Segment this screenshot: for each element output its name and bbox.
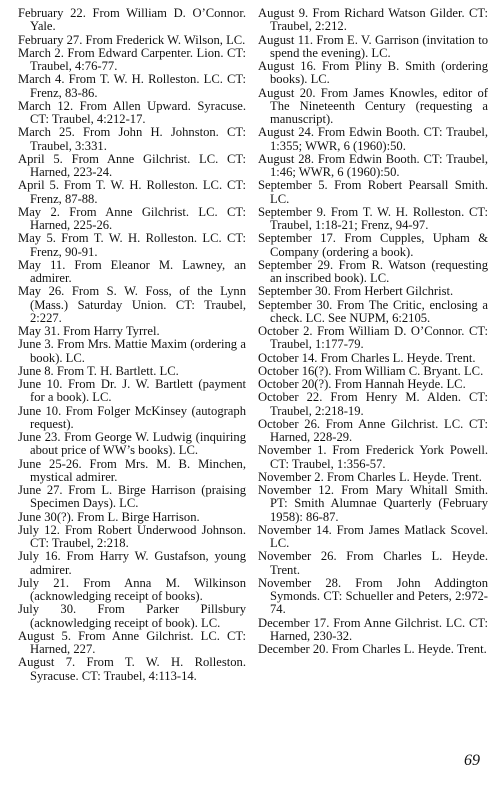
- list-item: December 17. From Anne Gilchrist. LC. CT: Harned, 230-32.: [258, 615, 488, 643]
- list-item: May 31. From Harry Tyrrel.: [18, 324, 160, 338]
- list-item: May 26. From S. W. Foss, of the Lynn (Mass.) Saturday Union. CT: Traubel, 2:227.: [18, 284, 246, 325]
- list-item: June 8. From T. H. Bartlett. LC.: [18, 363, 179, 378]
- list-item: May 11. From Eleanor M. Lawney, an admirer.: [18, 257, 246, 285]
- list-item: March 12. From Allen Upward. Syracuse. CT: Traubel, 4:212-17.: [18, 98, 246, 126]
- list-item: December 20. From Charles L. Heyde. Trent.: [258, 642, 487, 656]
- list-item: June 10. From Dr. J. W. Bartlett (payment for a book). LC.: [18, 377, 246, 405]
- list-item: June 25-26. From Mrs. M. B. Minchen, mystical admirer.: [18, 456, 246, 484]
- list-item: March 4. From T. W. H. Rolleston. LC. CT: Frenz, 83-86.: [18, 72, 246, 100]
- list-item: June 30(?). From L. Birge Harrison.: [18, 509, 200, 524]
- right-column: [258, 7, 488, 656]
- list-item: November 28. From John Addington Symonds. CT: Schueller and Peters, 2:972-74.: [258, 575, 488, 617]
- page-number: 69: [464, 752, 480, 769]
- list-item: October 14. From Charles L. Heyde. Trent.: [258, 350, 476, 365]
- list-item: June 27. From L. Birge Harrison (praising Specimen Days). LC.: [18, 483, 246, 511]
- list-item: August 9. From Richard Watson Gilder. CT: Traubel, 2:212.: [258, 6, 488, 34]
- list-item: October 26. From Anne Gilchrist. LC. CT: Harned, 228-29.: [258, 416, 488, 444]
- list-item: September 30. From The Critic, enclosing a check. LC. See NUPM, 6:2105.: [258, 297, 488, 325]
- list-item: May 2. From Anne Gilchrist. LC. CT: Harned, 225-26.: [18, 204, 246, 232]
- list-item: February 22. From William D. O’Connor. Yale.: [18, 6, 246, 34]
- list-item: August 7. From T. W. H. Rolleston. Syracuse. CT: Traubel, 4:113-14.: [18, 655, 246, 683]
- list-item: July 21. From Anna M. Wilkinson (acknowledging receipt of books).: [18, 575, 246, 603]
- list-item: August 16. From Pliny B. Smith (ordering books). LC.: [258, 59, 488, 87]
- list-item: October 2. From William D. O’Connor. CT: Traubel, 1:177-79.: [258, 324, 488, 352]
- list-item: February 27. From Frederick W. Wilson, LC.: [18, 32, 246, 47]
- list-item: July 30. From Parker Pillsbury (acknowledging receipt of book). LC.: [18, 602, 246, 630]
- list-item: July 16. From Harry W. Gustafson, young admirer.: [18, 549, 246, 577]
- list-item: August 20. From James Knowles, editor of The Nineteenth Century (requesting a manuscript).: [258, 85, 488, 126]
- list-item: November 1. From Frederick York Powell. CT: Traubel, 1:356-57.: [258, 443, 488, 471]
- list-item: August 11. From E. V. Garrison (invitation to spend the evening). LC.: [258, 32, 488, 60]
- list-item: June 3. From Mrs. Mattie Maxim (ordering a book). LC.: [18, 337, 246, 365]
- list-item: October 22. From Henry M. Alden. CT: Traubel, 2:218-19.: [258, 390, 488, 418]
- list-item: September 9. From T. W. H. Rolleston. CT: Traubel, 1:18-21; Frenz, 94-97.: [258, 204, 488, 232]
- list-item: November 2. From Charles L. Heyde. Trent.: [258, 469, 482, 484]
- list-item: September 17. From Cupples, Upham & Company (ordering a book).: [258, 231, 488, 259]
- list-item: September 30. From Herbert Gilchrist.: [258, 284, 454, 299]
- list-item: April 5. From Anne Gilchrist. LC. CT: Harned, 223-24.: [18, 151, 246, 179]
- list-item: June 10. From Folger McKinsey (autograph request).: [18, 403, 246, 431]
- list-item: August 28. From Edwin Booth. CT: Traubel, 1:46; WWR, 6 (1960):50.: [258, 151, 488, 179]
- list-item: June 23. From George W. Ludwig (inquiring about price of WW’s books). LC.: [18, 430, 246, 458]
- list-item: November 14. From James Matlack Scovel. LC.: [258, 522, 488, 550]
- list-item: March 2. From Edward Carpenter. Lion. CT: Traubel, 4:76-77.: [18, 45, 246, 73]
- list-item: April 5. From T. W. H. Rolleston. LC. CT: Frenz, 87-88.: [18, 178, 246, 206]
- list-item: March 25. From John H. Johnston. CT: Traubel, 3:331.: [18, 125, 246, 153]
- list-item: August 5. From Anne Gilchrist. LC. CT: Harned, 227.: [18, 628, 246, 656]
- list-item: August 24. From Edwin Booth. CT: Traubel, 1:355; WWR, 6 (1960):50.: [258, 125, 488, 153]
- list-item: November 12. From Mary Whitall Smith. PT: Smith Alumnae Quarterly (February 1958): 86-87.: [258, 483, 488, 524]
- list-item: July 12. From Robert Underwood Johnson. CT: Traubel, 2:218.: [18, 522, 246, 550]
- list-item: November 26. From Charles L. Heyde. Trent.: [258, 549, 488, 577]
- list-item: September 29. From R. Watson (requesting an inscribed book). LC.: [258, 257, 488, 285]
- list-item: September 5. From Robert Pearsall Smith. LC.: [258, 178, 488, 206]
- list-item: October 16(?). From William C. Bryant. LC.: [258, 363, 484, 378]
- left-column: [18, 7, 246, 683]
- list-item: May 5. From T. W. H. Rolleston. LC. CT: Frenz, 90-91.: [18, 231, 246, 259]
- list-item: October 20(?). From Hannah Heyde. LC.: [258, 377, 466, 391]
